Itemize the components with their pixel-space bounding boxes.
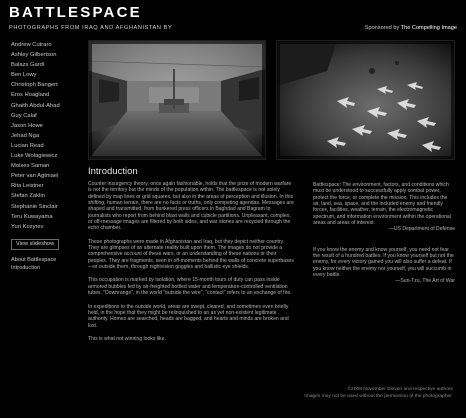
intro-heading: Introduction bbox=[88, 166, 138, 177]
photographer-link[interactable]: Teru Kuwayama bbox=[11, 213, 53, 220]
street-scene-photo[interactable] bbox=[88, 40, 266, 160]
usage-notice: Images may not be used without the permission of the photographer. bbox=[304, 393, 453, 399]
arrows-on-ground-photo[interactable] bbox=[276, 40, 455, 160]
sidebar-links bbox=[11, 256, 79, 273]
view-slideshow-button[interactable]: View slideshow bbox=[11, 239, 59, 250]
photographer-link[interactable]: Luke Wolagiewicz bbox=[11, 153, 58, 160]
photographer-link[interactable]: Eros Hoagland bbox=[11, 92, 50, 99]
quote-divider bbox=[313, 233, 455, 247]
photographer-link[interactable]: Peter van Agtmael bbox=[11, 173, 59, 180]
street-scene-image bbox=[89, 41, 265, 159]
photographer-link[interactable]: Yuri Kozyrev bbox=[11, 223, 44, 230]
photographer-list bbox=[11, 40, 79, 232]
quote-text: Battlespace: The environment, factors, and conditions which must be understood to successfully apply combat power, protect the force, or complete the mission. This includes the air, land, sea, space, and the included enemy and friendly forces, facilities, weather, terrain, the electromagnetic spectrum, and information environment within the operational areas and areas of interest. bbox=[313, 182, 451, 227]
sponsor-credit bbox=[365, 25, 457, 31]
intro-paragraph: This is what not winning looks like. bbox=[88, 335, 166, 342]
quotes-column bbox=[313, 182, 455, 285]
footer bbox=[304, 387, 453, 400]
photographer-link[interactable]: Guy Calaf bbox=[11, 112, 37, 119]
site-title[interactable]: BATTLESPACE bbox=[9, 4, 142, 21]
photographer-link[interactable]: Ashley Gilbertson bbox=[11, 52, 57, 59]
sponsor-link[interactable]: The Compelling Image bbox=[400, 25, 457, 31]
about-link[interactable]: About Battlespace bbox=[11, 256, 57, 263]
photographer-link[interactable]: Ghaith Abdul-Ahad bbox=[11, 102, 60, 109]
photographer-link[interactable]: Moises Saman bbox=[11, 163, 50, 170]
site-header bbox=[9, 4, 459, 36]
intro-paragraph: This occupation is marked by isolation, where 15-month tours of duty can pass inside armored bubbles fed by air-freighted bottled water and temperature-controlled ventilation tubes. "Downrange", in the world "outside the wire", "contact" refers to an exchange of fire. bbox=[88, 277, 292, 297]
quote-text: If you know the enemy and know yourself, you need not fear the result of a hundred battles. If you know yourself but not the enemy, for every victory gained you will also suffer a defeat. If you know neither the enemy nor yourself, you will succumb in every battle. bbox=[313, 246, 454, 279]
quote-attribution: —US Department of Defense bbox=[388, 226, 455, 233]
photographer-link[interactable]: Balazs Gardi bbox=[11, 62, 45, 69]
intro-text bbox=[88, 181, 294, 349]
introduction-link[interactable]: Introduction bbox=[11, 265, 41, 272]
photographer-link[interactable]: Christoph Bangert bbox=[11, 82, 58, 89]
photographer-link[interactable]: Andrew Cutraro bbox=[11, 42, 52, 48]
photographer-link[interactable]: Ben Lowy bbox=[11, 72, 37, 79]
sponsor-prefix: Sponsored by bbox=[364, 25, 400, 31]
photographer-link[interactable]: Rita Leistner bbox=[11, 183, 44, 190]
arrows-on-ground-image bbox=[277, 41, 454, 159]
site-tagline: PHOTOGRAPHS FROM IRAQ AND AFGHANISTAN BY bbox=[9, 25, 173, 31]
photographer-link[interactable]: Stephanie Sinclair bbox=[11, 203, 58, 210]
photographer-link[interactable]: Jason Howe bbox=[11, 122, 43, 129]
photographer-link[interactable]: Lucian Read bbox=[11, 142, 44, 149]
photographer-link[interactable]: Jehad Nga bbox=[11, 132, 40, 139]
intro-paragraph: In expeditions to the outside world, areas are swept, cleared, and sometimes even briefly held, in the hope that they might be relinquished to an as yet non-existent legitimate authority. Homes are searched, heads are bagged, and hearts and minds are broken and lost. bbox=[88, 303, 289, 329]
copyright-notice: ©2008 November Eleven and respective authors bbox=[347, 387, 453, 392]
sidebar bbox=[11, 40, 79, 272]
intro-paragraph: These photographs were made in Afghanistan and Iraq, but they depict neither country. They are glimpses of an alternate reality built upon them. The images do not provide a comprehensive account of these wars, or an understanding of these nations or their peoples. They are fragments, seen in off-moments behind the walls of concrete superbases—or outside them, through nightvision goggles and ballistic eye shields. bbox=[88, 238, 294, 271]
intro-paragraph: Counter insurgency theory, once again fashionable, holds that the prize of modern warfare is not the territory but the minds of the population within. The battlespace is not solely defined by map lines or grid squares, but also in the areas of perception and illusion. In this shifting, human terrain, there are no facts or truths, only competing agendas. Messages are shaped and transmitted, from bunkered press officers in Baghdad and Bagram to journalists who report from behind blast walls and cubicle partitions. Unpleasant, complex, or off-message images are filtered by both sides, and war stories are recycled through the echo chamber. bbox=[88, 181, 294, 232]
photographer-link[interactable]: Stefan Zaklin bbox=[11, 193, 45, 200]
quote-attribution: —Sun-Tzu, The Art of War bbox=[395, 278, 455, 285]
